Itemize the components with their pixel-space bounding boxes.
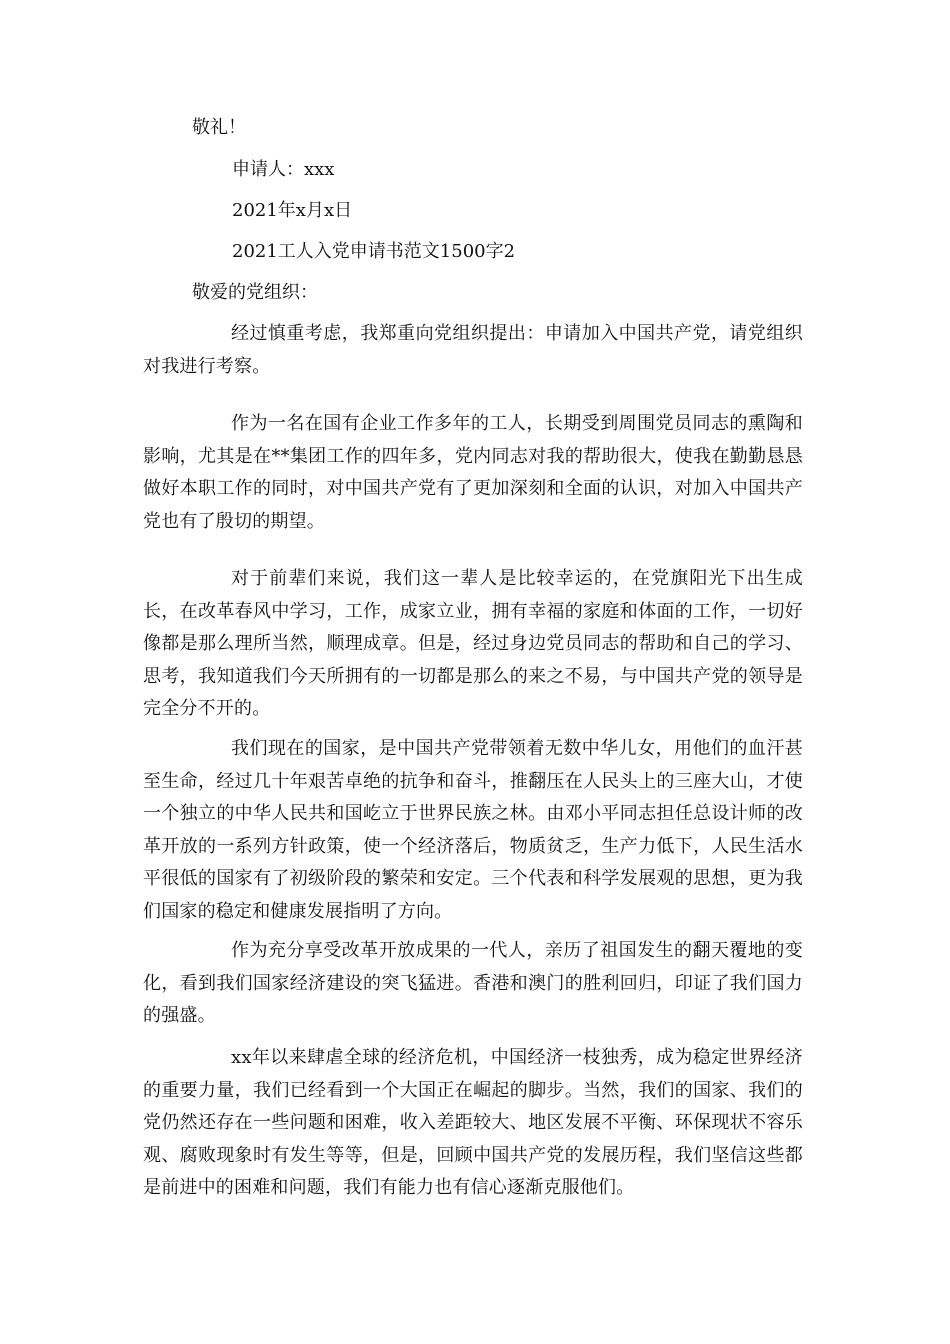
greeting: 敬爱的党组织： [192, 282, 318, 303]
paragraph-4: 我们现在的国家，是中国共产党带领着无数中华儿女，用他们的血汗甚至生命，经过几十年艰苦卓绝的抗争和奋斗，推翻压在人民头上的三座大山，才使一个独立的中华人民共和国屹立于世界民族之林。由邓小平同志担任总设计师的改革开放的一系列方针政策，使一个经济落后，物质贫乏，生产力低下，人民生活水平很低的国家有了初级阶段的繁荣和安定。三个代表和科学发展观的思想，更为我们国家的稳定和健康发展指明了方向。 [143, 738, 803, 922]
section-title: 2021工人入党申请书范文1500字2 [232, 241, 516, 262]
closing-salute: 敬礼！ [192, 117, 246, 138]
applicant-line: 申请人：xxx [232, 159, 335, 180]
paragraph-2: 作为一名在国有企业工作多年的工人，长期受到周围党员同志的熏陶和影响，尤其是在**集团工作的四年多，党内同志对我的帮助很大，使我在勤勤恳恳做好本职工作的同时，对中国共产党有了更加深刻和全面的认识，对加入中国共产党也有了殷切的期望。 [143, 413, 803, 532]
date-line: 2021年x月x日 [232, 200, 353, 221]
paragraph-3: 对于前辈们来说，我们这一辈人是比较幸运的，在党旗阳光下出生成长，在改革春风中学习，工作，成家立业，拥有幸福的家庭和体面的工作，一切好像都是那么理所当然，顺理成章。但是，经过身边党员同志的帮助和自己的学习、思考，我知道我们今天所拥有的一切都是那么的来之不易，与中国共产党的领导是完全分不开的。 [143, 568, 803, 720]
paragraph-5: 作为充分享受改革开放成果的一代人，亲历了祖国发生的翻天覆地的变化，看到我们国家经济建设的突飞猛进。香港和澳门的胜利回归，印证了我们国力的强盛。 [143, 940, 803, 1027]
paragraph-1: 经过慎重考虑，我郑重向党组织提出：申请加入中国共产党，请党组织对我进行考察。 [143, 323, 803, 377]
paragraph-6: xx年以来肆虐全球的经济危机，中国经济一枝独秀，成为稳定世界经济的重要力量，我们已经看到一个大国正在崛起的脚步。当然，我们的国家、我们的党仍然还存在一些问题和困难，收入差距较大、地区发展不平衡、环保现状不容乐观、腐败现象时有发生等等，但是，回顾中国共产党的发展历程，我们坚信这些都是前进中的困难和问题，我们有能力也有信心逐渐克服他们。 [143, 1047, 803, 1199]
